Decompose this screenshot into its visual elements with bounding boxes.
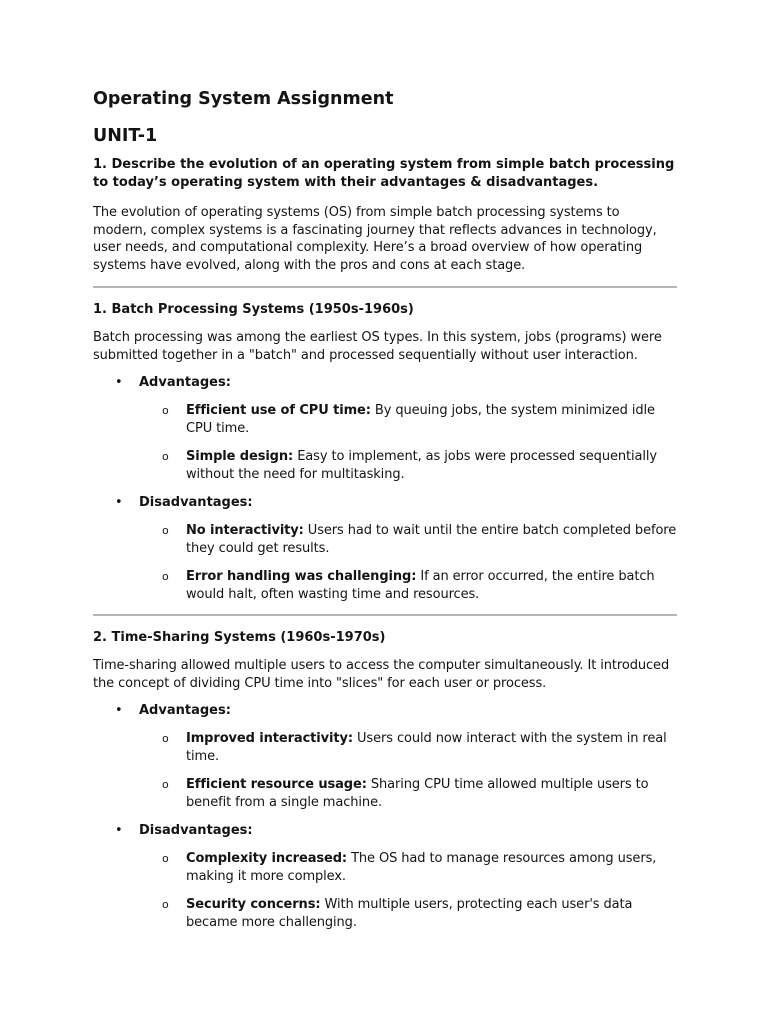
circle-bullet-icon: o xyxy=(162,404,169,417)
sub-list-item xyxy=(162,896,677,932)
bullet-group-label: Advantages: xyxy=(139,703,231,718)
circle-bullet-icon: o xyxy=(162,450,169,463)
sub-item-term: Simple design: xyxy=(186,449,294,464)
sub-item-text xyxy=(186,448,677,484)
circle-bullet-icon: o xyxy=(162,778,169,791)
intro-paragraph: The evolution of operating systems (OS) from simple batch processing systems to modern, complex systems is a fascinating journey that reflects advances in technology, user needs, and computational complexity. Here’s a broad overview of how operating systems have evolved, along with the pros and cons at each stage. xyxy=(93,205,657,273)
document-content xyxy=(93,84,677,942)
sub-item-term: Error handling was challenging: xyxy=(186,569,417,584)
sub-item-text xyxy=(186,402,677,438)
sub-item-text xyxy=(186,568,677,604)
sub-item-term: Security concerns: xyxy=(186,897,321,912)
bullet-group-label: Disadvantages: xyxy=(139,823,253,838)
section-divider xyxy=(93,286,677,288)
bullet-icon: • xyxy=(115,823,123,838)
sub-item-term: Efficient use of CPU time: xyxy=(186,403,371,418)
sub-item-term: Complexity increased: xyxy=(186,851,348,866)
sub-list-item xyxy=(162,568,677,604)
sub-list xyxy=(139,522,677,604)
sub-item-description: Users had to wait until the entire batch completed before they could get results. xyxy=(186,523,677,556)
sub-list xyxy=(139,730,677,812)
sections-container xyxy=(93,286,677,932)
question-text: 1. Describe the evolution of an operating system from simple batch processing to today’s operating system with their advantages & disadvantages. xyxy=(93,157,675,190)
sub-item-term: Efficient resource usage: xyxy=(186,777,367,792)
section-description: Time-sharing allowed multiple users to access the computer simultaneously. It introduced the concept of dividing CPU time into "slices" for each user or process. xyxy=(93,658,670,691)
unit-heading: UNIT-1 xyxy=(93,126,158,146)
sub-item-text xyxy=(186,730,677,766)
bullet-group xyxy=(93,374,677,484)
sub-item-text xyxy=(186,776,677,812)
document-title: Operating System Assignment xyxy=(93,89,394,109)
sub-list-item xyxy=(162,402,677,438)
circle-bullet-icon: o xyxy=(162,570,169,583)
section-heading: 1. Batch Processing Systems (1950s-1960s) xyxy=(93,302,414,317)
sub-list-item xyxy=(162,776,677,812)
sub-list xyxy=(139,402,677,484)
circle-bullet-icon: o xyxy=(162,898,169,911)
bullet-icon: • xyxy=(115,495,123,510)
section-description: Batch processing was among the earliest OS types. In this system, jobs (programs) were submitted together in a "batch" and processed sequentially without user interaction. xyxy=(93,330,662,363)
sub-item-text xyxy=(186,522,677,558)
bullet-group-label: Advantages: xyxy=(139,375,231,390)
sub-list-item xyxy=(162,522,677,558)
sub-item-term: No interactivity: xyxy=(186,523,304,538)
circle-bullet-icon: o xyxy=(162,524,169,537)
section xyxy=(93,301,677,604)
sub-item-description: The OS had to manage resources among users, making it more complex. xyxy=(186,851,657,884)
circle-bullet-icon: o xyxy=(162,732,169,745)
sub-list-item xyxy=(162,850,677,886)
section-heading: 2. Time-Sharing Systems (1960s-1970s) xyxy=(93,630,386,645)
sub-item-description: Sharing CPU time allowed multiple users to benefit from a single machine. xyxy=(186,777,649,810)
sub-item-text xyxy=(186,896,677,932)
sub-item-description: By queuing jobs, the system minimized idle CPU time. xyxy=(186,403,655,436)
sub-list-item xyxy=(162,730,677,766)
sub-item-description: Users could now interact with the system in real time. xyxy=(186,731,667,764)
sub-item-term: Improved interactivity: xyxy=(186,731,353,746)
sub-item-description: If an error occurred, the entire batch would halt, often wasting time and resources. xyxy=(186,569,655,602)
circle-bullet-icon: o xyxy=(162,852,169,865)
sub-item-description: Easy to implement, as jobs were processed sequentially without the need for multitasking. xyxy=(186,449,657,482)
bullet-icon: • xyxy=(115,375,123,390)
bullet-group xyxy=(93,494,677,604)
bullet-group xyxy=(93,822,677,932)
bullet-icon: • xyxy=(115,703,123,718)
sub-list xyxy=(139,850,677,932)
sub-item-description: With multiple users, protecting each user's data became more challenging. xyxy=(186,897,633,930)
section-divider xyxy=(93,614,677,616)
bullet-group xyxy=(93,702,677,812)
sub-item-text xyxy=(186,850,677,886)
section xyxy=(93,629,677,932)
bullet-group-label: Disadvantages: xyxy=(139,495,253,510)
sub-list-item xyxy=(162,448,677,484)
